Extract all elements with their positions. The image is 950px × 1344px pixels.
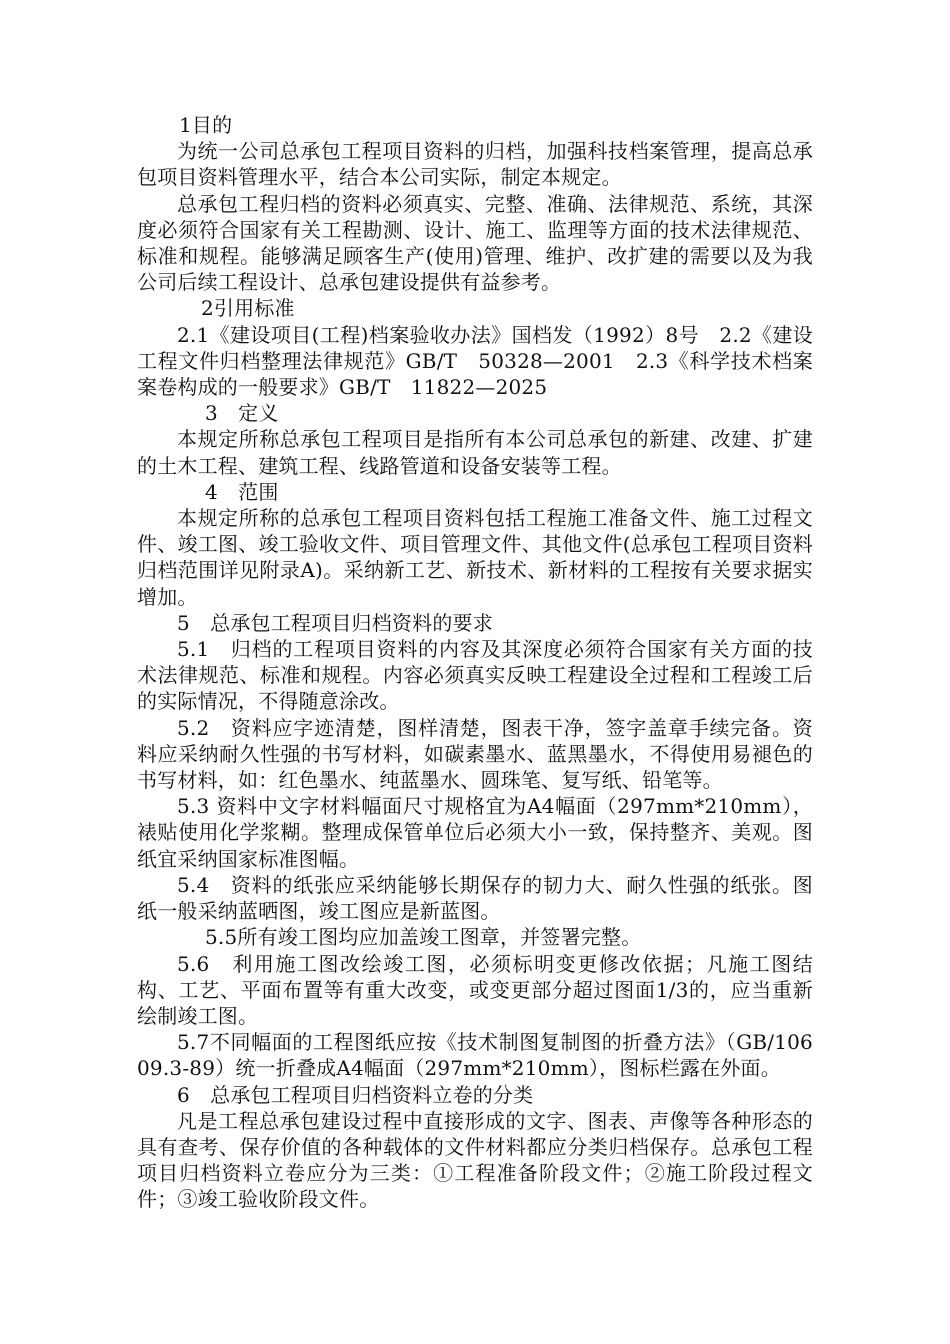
section-5-1: 5.1 归档的工程项目资料的内容及其深度必须符合国家有关方面的技术法律规范、标准和规程。内容必须真实反映工程建设全过程和工程竣工后的实际情况，不得随意涂改。 bbox=[137, 637, 813, 714]
document-body bbox=[137, 112, 813, 1213]
section-2-paragraph-1: 2.1《建设项目(工程)档案验收办法》国档发（1992）8号 2.2《建设工程文件归档整理法律规范》GB/T 50328—2001 2.3《科学技术档案案卷构成的一般要求》GB/T 11822—2025 bbox=[137, 322, 813, 400]
section-1-paragraph-1: 为统一公司总承包工程项目资料的归档，加强科技档案管理，提高总承包项目资料管理水平，结合本公司实际，制定本规定。 bbox=[137, 139, 813, 190]
section-5-title: 5 总承包工程项目归档资料的要求 bbox=[177, 610, 493, 635]
section-5-6: 5.6 利用施工图改绘竣工图，必须标明变更修改依据；凡施工图结构、工艺、平面布置等有重大改变，或变更部分超过图面1/3的，应当重新绘制竣工图。 bbox=[137, 951, 813, 1028]
section-5-7: 5.7不同幅面的工程图纸应按《技术制图复制图的折叠方法》（GB/10609.3-89）统一折叠成A4幅面（297mm*210mm），图标栏露在外面。 bbox=[137, 1030, 813, 1081]
section-2-title: 2引用标准 bbox=[201, 296, 295, 321]
section-4-title: 4 范围 bbox=[205, 479, 279, 504]
section-5-2: 5.2 资料应字迹清楚，图样清楚，图表干净，签字盖章手续完备。资料应采纳耐久性强的书写材料，如碳素墨水、蓝黑墨水，不得使用易褪色的书写材料，如：红色墨水、纯蓝墨水、圆珠笔、复写纸、铅笔等。 bbox=[137, 715, 813, 793]
section-3-title: 3 定义 bbox=[205, 401, 279, 426]
section-1-title: 1目的 bbox=[179, 113, 233, 137]
section-5-5: 5.5所有竣工图均应加盖竣工图章，并签署完整。 bbox=[205, 925, 642, 950]
section-6-title: 6 总承包工程项目归档资料立卷的分类 bbox=[177, 1082, 534, 1107]
section-5-4: 5.4 资料的纸张应采纳能够长期保存的韧力大、耐久性强的纸张。图纸一般采纳蓝晒图，竣工图应是新蓝图。 bbox=[137, 872, 813, 924]
section-5-3: 5.3 资料中文字材料幅面尺寸规格宜为A4幅面（297mm*210mm），裱贴使用化学浆糊。整理成保管单位后必须大小一致，保持整齐、美观。图纸宜采纳国家标准图幅。 bbox=[137, 794, 813, 871]
section-6-paragraph-1: 凡是工程总承包建设过程中直接形成的文字、图表、声像等各种形态的具有查考、保存价值的各种载体的文件材料都应分类归档保存。总承包工程项目归档资料立卷应分为三类：①工程准备阶段文件；②施工阶段过程文件；③竣工验收阶段文件。 bbox=[137, 1108, 813, 1212]
section-3-paragraph-1: 本规定所称总承包工程项目是指所有本公司总承包的新建、改建、扩建的土木工程、建筑工程、线路管道和设备安装等工程。 bbox=[137, 427, 813, 478]
section-1-paragraph-2: 总承包工程归档的资料必须真实、完整、准确、法律规范、系统，其深度必须符合国家有关工程勘测、设计、施工、监理等方面的技术法律规范、标准和规程。能够满足顾客生产(使用)管理、维护、改扩建的需要以及为我公司后续工程设计、总承包建设提供有益参考。 bbox=[137, 191, 813, 295]
section-4-paragraph-1: 本规定所称的总承包工程项目资料包括工程施工准备文件、施工过程文件、竣工图、竣工验收文件、项目管理文件、其他文件(总承包工程项目资料归档范围详见附录A)。采纳新工艺、新技术、新材料的工程按有关要求据实增加。 bbox=[137, 506, 813, 609]
